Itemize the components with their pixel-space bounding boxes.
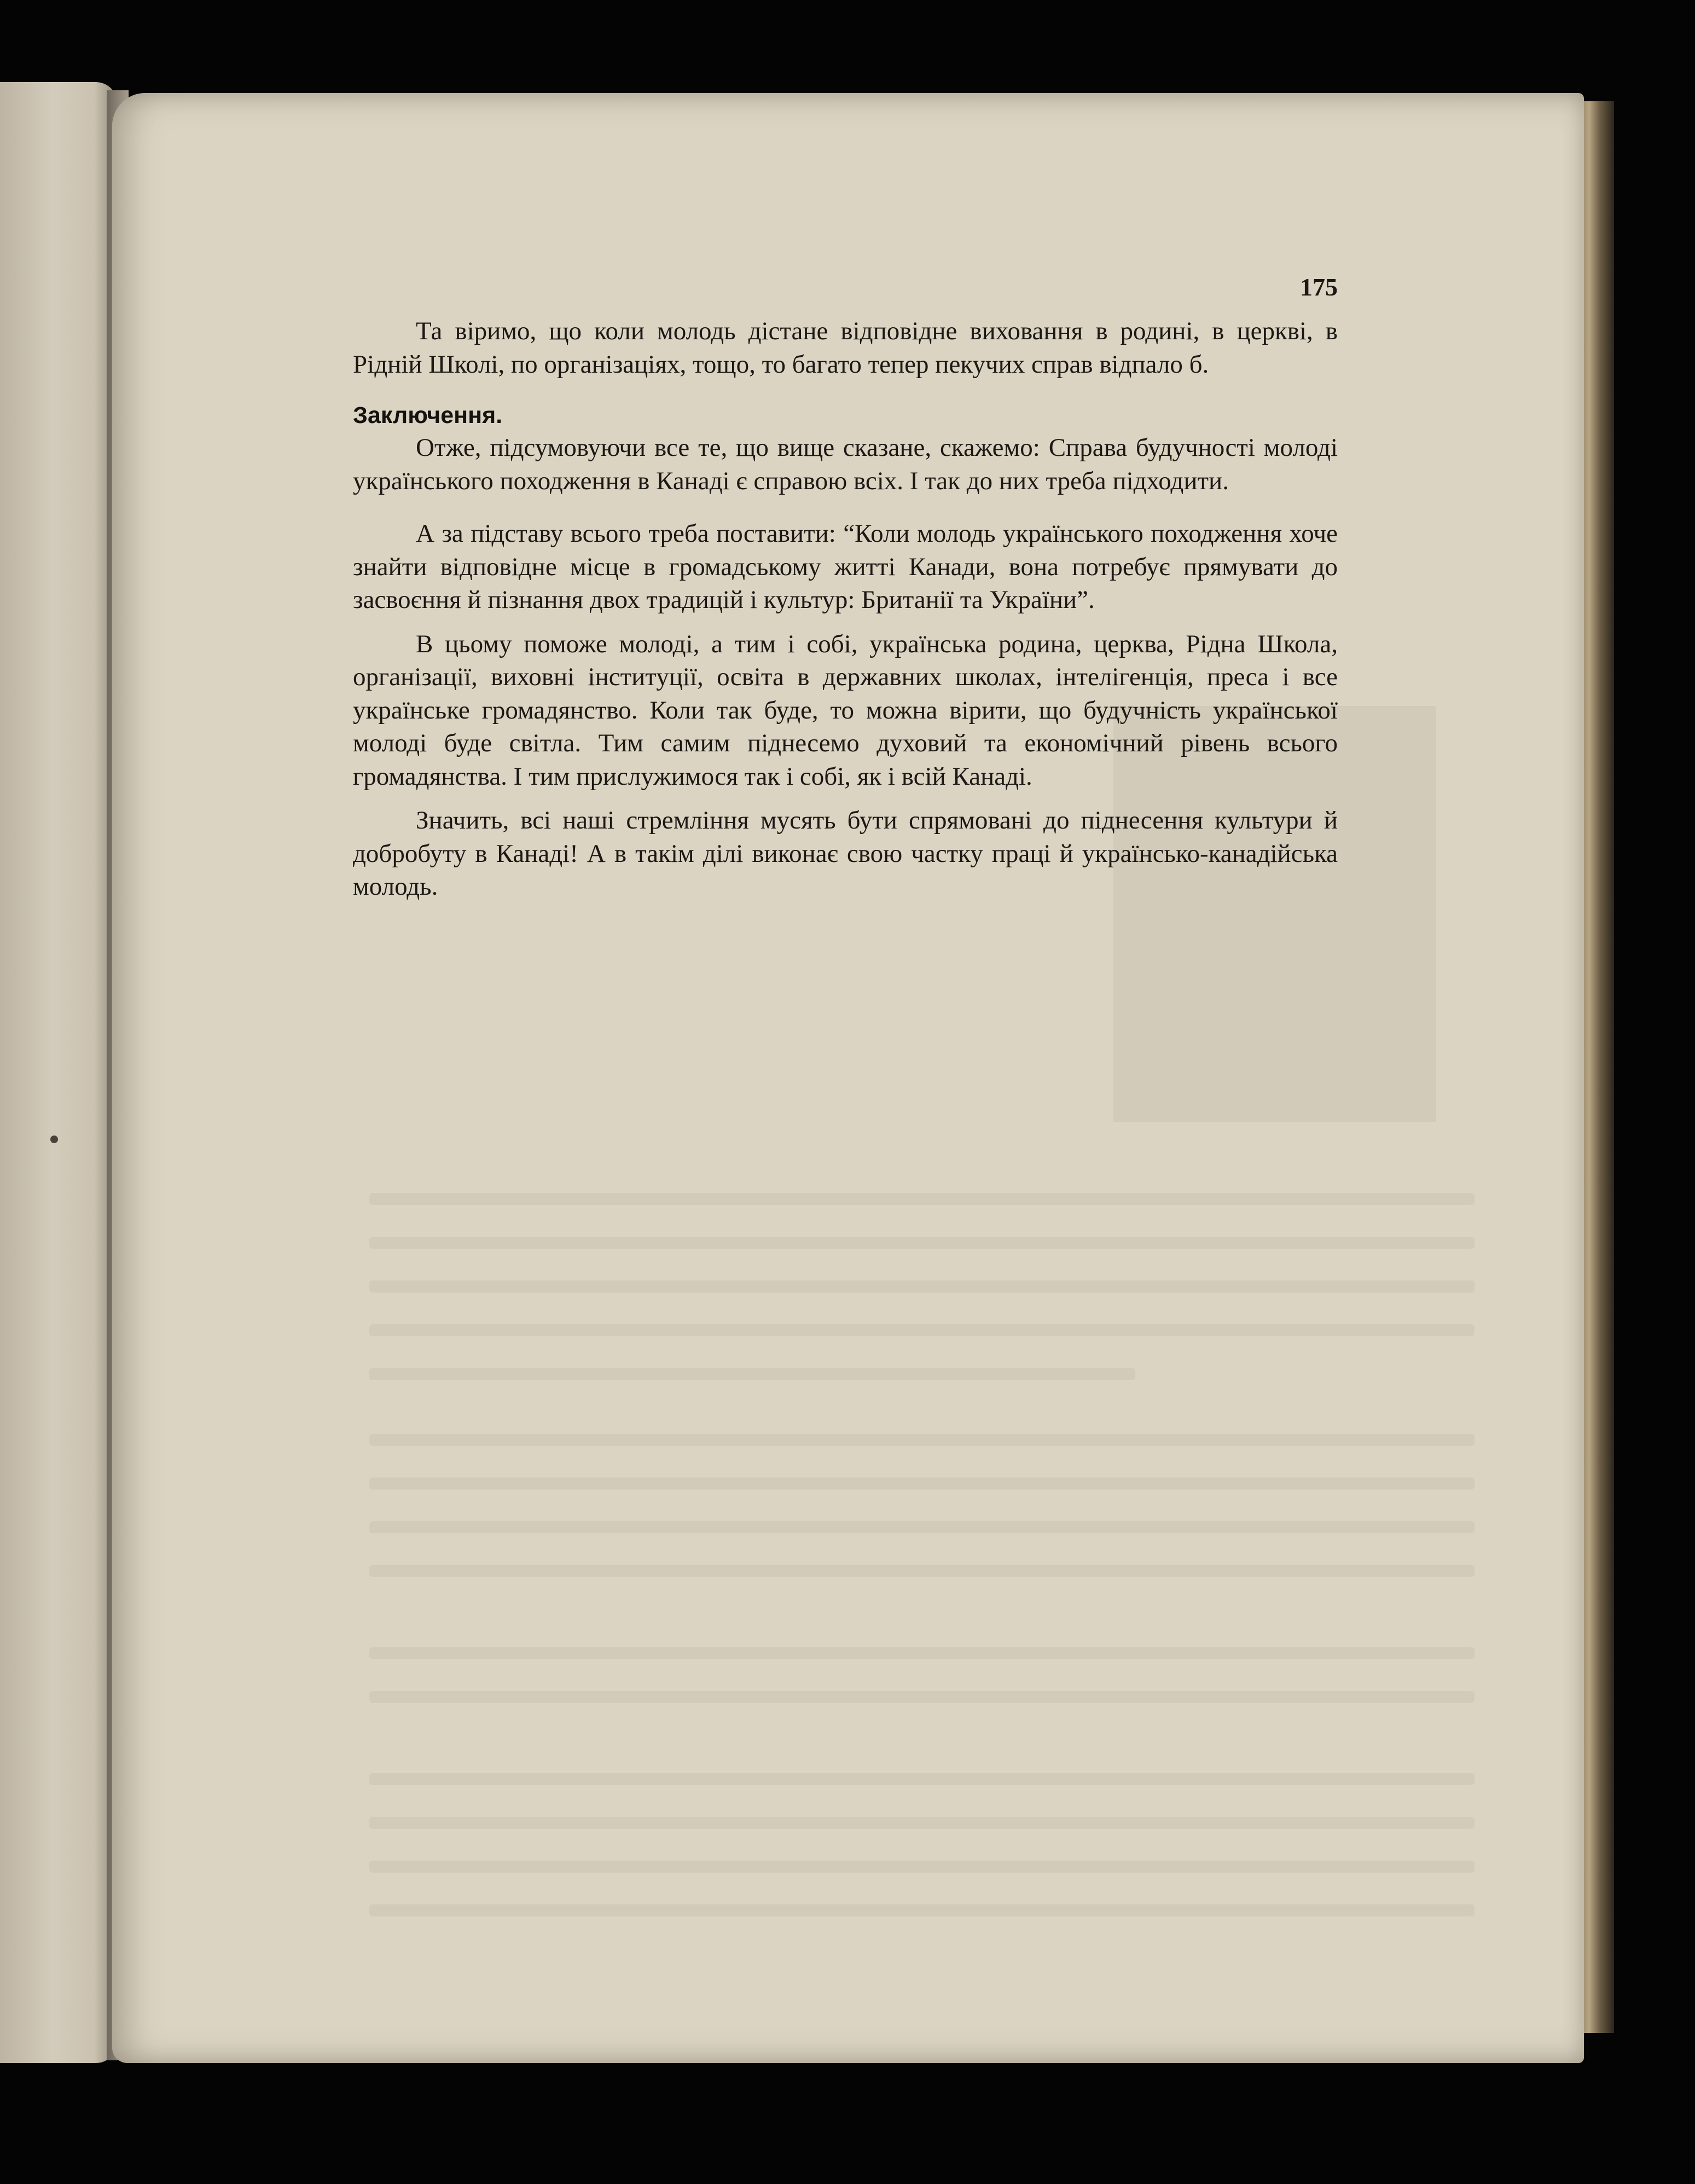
show-through-text-line — [369, 1521, 1475, 1533]
show-through-text-line — [369, 1324, 1475, 1336]
paragraph: В цьому поможе молоді, а тим і собі, українська родина, церква, Рідна Школа, організації, виховні інституції, освіта в державних школах, інтелігенція, преса і все українське громадянство. Коли так буде, то можна вірити, що будучність української молоді буде світла. Тим самим піднесемо духовий та економічний рівень всього громадянства. І тим прислужимося так і собі, як і всій Канаді. — [353, 629, 1338, 791]
show-through-text-line — [369, 1434, 1475, 1446]
show-through-text-line — [369, 1478, 1475, 1490]
show-through-text-line — [369, 1368, 1135, 1380]
show-through-text-line — [369, 1691, 1475, 1703]
show-through-text-line — [369, 1193, 1475, 1205]
paper-speck — [50, 1136, 58, 1143]
show-through-text-line — [369, 1773, 1475, 1785]
show-through-text-line — [369, 1281, 1475, 1293]
show-through-text-line — [369, 1565, 1475, 1577]
page-content — [353, 271, 1338, 903]
paragraph: Значить, всі наші стремління мусять бути спрямовані до піднесення культури й добробуту в Канаді! А в такім ділі виконає свою частку праці й українсько-канадійська молодь. — [353, 806, 1338, 901]
body-text — [353, 271, 1338, 903]
left-page-edge — [0, 82, 118, 2063]
section-heading: Заключення. — [353, 402, 503, 428]
show-through-text-line — [369, 1904, 1475, 1916]
show-through-text-line — [369, 1237, 1475, 1249]
paragraph: А за підставу всього треба поставити: “Коли молодь українського походження хоче знайти відповідне місце в громадському житті Канади, вона потребує прямувати до засвоєння й пізнання двох традицій і культур: Британії та України”. — [353, 519, 1338, 614]
page-number: 175 — [1300, 273, 1338, 301]
show-through-text-line — [369, 1817, 1475, 1829]
show-through-text-line — [369, 1861, 1475, 1873]
paragraph: Отже, підсумовуючи все те, що вище сказане, скажемо: Справа будучності молоді українського походження в Канаді є справою всіх. І так до них треба підходити. — [353, 433, 1338, 495]
show-through-text-line — [369, 1647, 1475, 1659]
paragraph: Та віримо, що коли молодь дістане відповідне виховання в родині, в церкві, в Рідній Школі, по організаціях, тощо, то багато тепер пекучих справ відпало б. — [353, 317, 1338, 379]
